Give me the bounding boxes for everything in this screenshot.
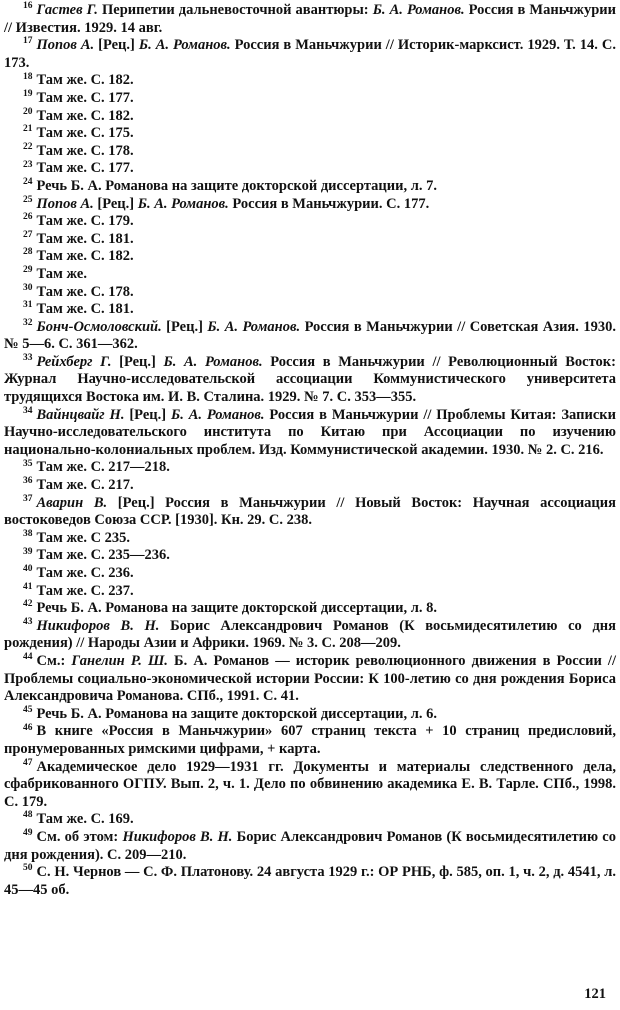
footnote-text: В книге «Россия в Маньчжурии» 607 страниц текста + 10 страниц предисловий, пронумерованных римскими цифрами, + карта. xyxy=(4,723,616,757)
footnote-author: Б. А. Романов. xyxy=(138,37,231,54)
footnote-36 xyxy=(4,477,616,495)
footnote-38 xyxy=(4,530,616,548)
footnote-list xyxy=(4,2,616,899)
footnote-number: 19 xyxy=(23,89,33,100)
footnote-text: С. Н. Чернов — С. Ф. Платонову. 24 августа 1929 г.: ОР РНБ, ф. 585, оп. 1, ч. 2, д. 4541, л. 45—45 об. xyxy=(4,864,616,898)
footnote-number: 18 xyxy=(23,71,33,82)
footnote-number: 42 xyxy=(23,599,33,610)
footnote-text: Там же. С. 179. xyxy=(36,213,134,230)
footnote-text: Там же. С. 217. xyxy=(36,477,134,494)
footnote-text: Перипетии дальневосточной авантюры: xyxy=(97,2,373,18)
footnote-text: Россия в Маньчжурии // Советская Азия. 1930. № 5—6. С. 361—362. xyxy=(4,318,616,353)
footnote-34 xyxy=(4,407,616,460)
footnote-text: См. об этом: xyxy=(36,828,123,845)
footnote-text: Речь Б. А. Романова на защите докторской диссертации, л. 6. xyxy=(36,705,437,722)
footnote-number: 47 xyxy=(23,757,33,768)
footnote-text: Россия в Маньчжурии // Историк-марксист. 1929. Т. 14. С. 173. xyxy=(4,37,616,71)
footnote-text: Академическое дело 1929—1931 гг. Документы и материалы следственного дела, сфабрикованного ОГПУ. Вып. 2, ч. 1. Дело по обвинению академика Е. В. Тарле. СПб., 1998. С. 179. xyxy=(4,758,616,810)
footnote-author: Б. А. Романов. xyxy=(170,406,265,423)
footnote-author: Вайнцвайг Н. xyxy=(36,406,125,423)
footnote-author: Ганелин Р. Ш. xyxy=(71,652,168,669)
footnote-29 xyxy=(4,266,616,284)
footnote-number: 38 xyxy=(23,528,33,539)
footnote-text: Там же. С. 182. xyxy=(36,248,134,265)
footnote-number: 37 xyxy=(23,493,33,504)
footnote-author: Гастев Г. xyxy=(36,2,98,18)
footnote-number: 31 xyxy=(23,300,33,311)
footnote-number: 20 xyxy=(23,106,33,117)
footnote-35 xyxy=(4,459,616,477)
footnote-author: Б. А. Романов. xyxy=(207,318,301,335)
footnote-author: Б. А. Романов. xyxy=(137,195,229,212)
footnote-text: Борис Александрович Романов (К восьмидесятилетию со дня рождения). С. 209—210. xyxy=(4,828,616,863)
footnote-46 xyxy=(4,723,616,758)
footnote-30 xyxy=(4,284,616,302)
footnote-text: Там же. С. 169. xyxy=(36,811,134,828)
footnote-author: Б. А. Романов. xyxy=(372,2,465,18)
footnote-number: 49 xyxy=(23,828,33,839)
footnote-number: 27 xyxy=(23,229,33,240)
footnote-text: [Рец.] xyxy=(93,195,138,212)
footnote-16 xyxy=(4,2,616,37)
footnote-49 xyxy=(4,829,616,864)
footnote-author: Попов А. xyxy=(36,37,95,54)
footnote-text: Там же. С. 177. xyxy=(36,160,134,177)
footnote-text: Там же. xyxy=(36,265,87,282)
footnote-text: [Рец.] Россия в Маньчжурии // Новый Восток: Научная ассоциация востоковедов Союза ССР. [1930]. Кн. 29. С. 238. xyxy=(4,494,616,529)
footnote-20 xyxy=(4,108,616,126)
footnote-19 xyxy=(4,90,616,108)
footnote-author: Аварин В. xyxy=(36,494,108,511)
footnote-text: Там же. С. 236. xyxy=(36,565,134,581)
footnote-text: Россия в Маньчжурии. С. 177. xyxy=(228,195,430,212)
footnote-text: Там же. С. 181. xyxy=(36,301,134,318)
footnote-25 xyxy=(4,196,616,214)
footnote-number: 32 xyxy=(23,317,33,328)
footnote-39 xyxy=(4,547,616,565)
footnote-author: Рейхберг Г. xyxy=(36,353,112,370)
footnote-number: 28 xyxy=(23,247,33,258)
footnote-28 xyxy=(4,248,616,266)
footnote-33 xyxy=(4,354,616,407)
footnote-47 xyxy=(4,759,616,812)
footnote-text: [Рец.] xyxy=(161,318,208,335)
footnote-text: Россия в Маньчжурии // Известия. 1929. 14 авг. xyxy=(4,2,616,36)
footnote-number: 45 xyxy=(23,704,33,715)
footnote-42 xyxy=(4,600,616,618)
footnote-number: 26 xyxy=(23,212,33,223)
footnote-text: Речь Б. А. Романова на защите докторской диссертации, л. 7. xyxy=(36,177,437,194)
footnote-text: Там же. С. 175. xyxy=(36,125,134,142)
footnote-number: 40 xyxy=(23,564,33,575)
footnote-author: Никифоров В. Н. xyxy=(36,617,160,634)
footnote-text: Там же. С. 177. xyxy=(36,89,134,106)
footnote-22 xyxy=(4,143,616,161)
footnote-44 xyxy=(4,653,616,706)
footnote-number: 35 xyxy=(23,458,33,469)
footnote-41 xyxy=(4,583,616,601)
footnote-number: 24 xyxy=(23,177,33,188)
footnote-text: Там же. С. 237. xyxy=(36,582,134,599)
footnote-number: 50 xyxy=(23,863,33,874)
footnote-40 xyxy=(4,565,616,583)
footnote-27 xyxy=(4,231,616,249)
footnote-48 xyxy=(4,811,616,829)
footnote-text: [Рец.] xyxy=(111,353,164,370)
footnote-number: 29 xyxy=(23,265,33,276)
footnote-24 xyxy=(4,178,616,196)
footnote-author: Бонч-Осмоловский. xyxy=(36,318,162,335)
footnote-text: Б. А. Романов — историк революционного движения в России // Проблемы социально-экономической истории России: К 100-летию со дня рождения Бориса Александровича Романова. СПб., 1991. С. 41. xyxy=(4,652,616,705)
footnote-32 xyxy=(4,319,616,354)
footnote-number: 44 xyxy=(23,652,33,663)
footnote-number: 43 xyxy=(23,616,33,627)
footnote-number: 17 xyxy=(23,36,33,47)
footnote-37 xyxy=(4,495,616,530)
footnote-number: 34 xyxy=(23,405,33,416)
footnote-text: Там же. С. 182. xyxy=(36,72,134,89)
footnote-text: Там же. С. 182. xyxy=(36,107,134,124)
footnote-number: 36 xyxy=(23,476,33,487)
page-number: 121 xyxy=(584,986,606,1002)
footnote-author: Попов А. xyxy=(36,195,94,212)
footnote-number: 30 xyxy=(23,282,33,293)
footnote-author: Никифоров В. Н. xyxy=(122,828,233,845)
footnote-21 xyxy=(4,125,616,143)
footnote-text: [Рец.] xyxy=(124,406,171,423)
footnote-text: Там же. С. 178. xyxy=(36,142,134,159)
footnote-text: Речь Б. А. Романова на защите докторской диссертации, л. 8. xyxy=(36,600,437,617)
footnote-text: Борис Александрович Романов (К восьмидесятилетию со дня рождения) // Народы Азии и Африки. 1969. № 3. С. 208—209. xyxy=(4,617,616,652)
footnote-43 xyxy=(4,618,616,653)
footnote-31 xyxy=(4,301,616,319)
footnote-17 xyxy=(4,37,616,72)
footnote-23 xyxy=(4,160,616,178)
footnote-number: 46 xyxy=(23,722,33,733)
footnote-text: Россия в Маньчжурии // Революционный Восток: Журнал Научно-исследовательской ассоциации Коммунистического университета трудящихся Востока им. И. В. Сталина. 1929. № 7. С. 353—355. xyxy=(4,353,616,406)
footnote-50 xyxy=(4,864,616,899)
footnote-number: 22 xyxy=(23,141,33,152)
footnote-text: Там же. С. 235—236. xyxy=(36,547,170,564)
footnote-text: Там же. С 235. xyxy=(36,529,131,546)
footnote-text: [Рец.] xyxy=(94,37,139,54)
footnote-45 xyxy=(4,706,616,724)
footnote-number: 16 xyxy=(23,1,33,12)
footnote-number: 48 xyxy=(23,810,33,821)
footnote-text: См.: xyxy=(36,652,72,669)
footnote-text: Там же. С. 181. xyxy=(36,230,134,247)
footnote-number: 25 xyxy=(23,194,33,205)
footnote-number: 33 xyxy=(23,353,33,364)
footnote-text: Там же. С. 217—218. xyxy=(36,459,170,476)
footnote-text: Там же. С. 178. xyxy=(36,283,134,300)
footnote-number: 23 xyxy=(23,159,33,170)
footnote-text: Россия в Маньчжурии // Проблемы Китая: Записки Научно-исследовательского института по Китаю при Ассоциации по изучению национально-колониальных проблем. Изд. Коммунистической академии. 1930. № 2. С. 216. xyxy=(4,406,616,458)
footnote-author: Б. А. Романов. xyxy=(163,353,263,370)
footnote-18 xyxy=(4,72,616,90)
footnote-number: 39 xyxy=(23,546,33,557)
footnote-number: 41 xyxy=(23,581,33,592)
footnote-number: 21 xyxy=(23,124,33,135)
footnote-26 xyxy=(4,213,616,231)
